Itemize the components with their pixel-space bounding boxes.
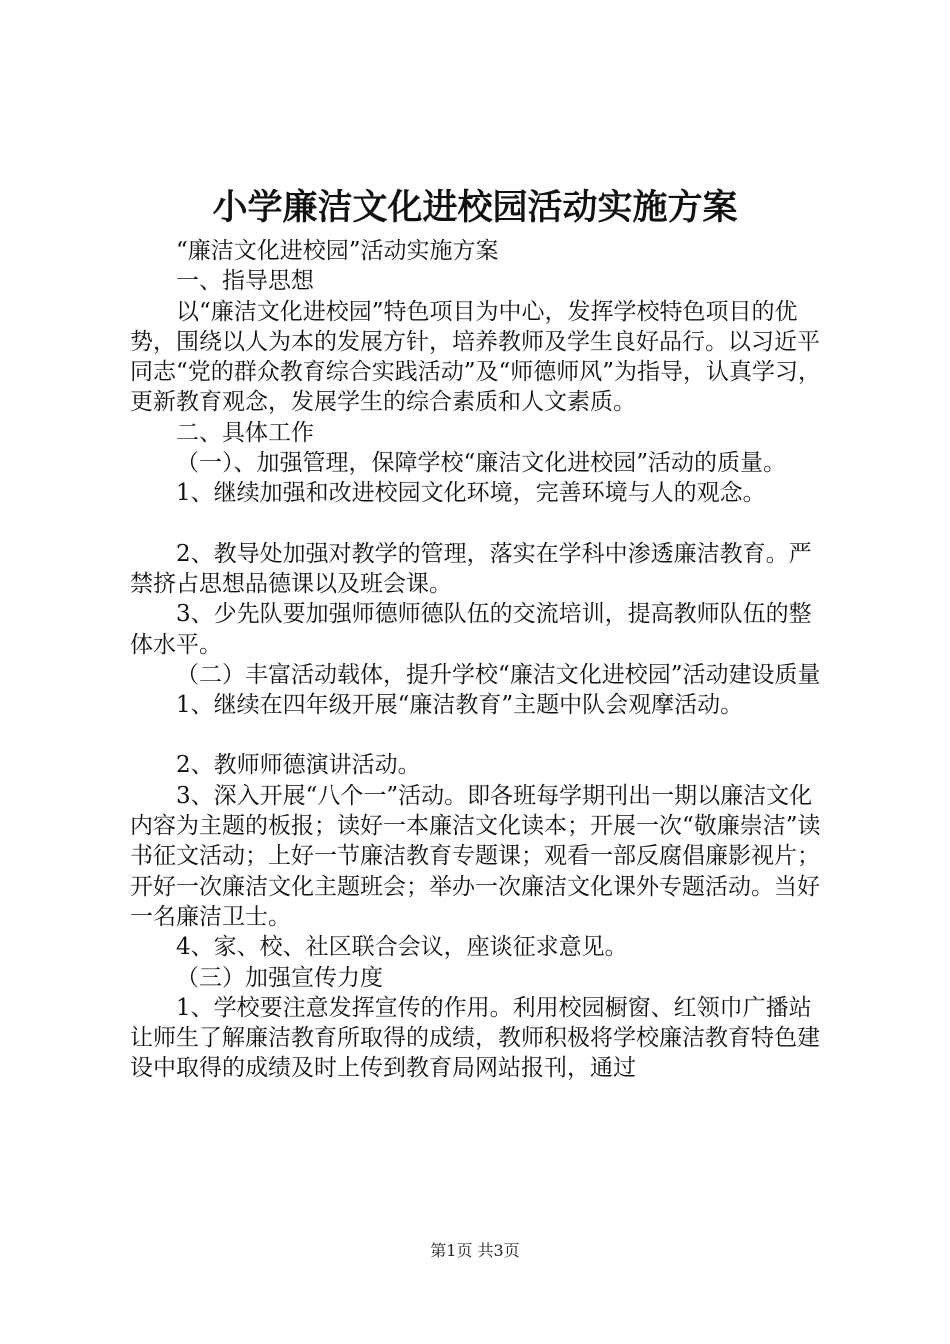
paragraph-spacer bbox=[130, 509, 830, 539]
paragraph-guiding-ideology: 以“廉洁文化进校园”特色项目为中心，发挥学校特色项目的优势，围绕以人为本的发展方针，培养教师及学生良好品行。以习近平同志“党的群众教育综合实践活动”及“师德师风”为指导，认真学习，更新教育观念，发展学生的综合素质和人文素质。 bbox=[130, 298, 822, 416]
page-footer: 第1页 共3页 bbox=[430, 1241, 520, 1260]
list-item: 1、继续在四年级开展“廉洁教育”主题中队会观摩活动。 bbox=[176, 692, 744, 719]
section-heading-guiding-ideology: 一、指导思想 bbox=[176, 268, 314, 295]
section-heading-specific-work: 二、具体工作 bbox=[176, 419, 314, 446]
document-title: 小学廉洁文化进校园活动实施方案 bbox=[212, 187, 738, 228]
list-item: 2、教导处加强对教学的管理，落实在学科中渗透廉洁教育。严禁挤占思想品德课以及班会课。 bbox=[130, 540, 812, 597]
paragraph-spacer bbox=[130, 720, 830, 750]
list-item: 3、深入开展“八个一”活动。即各班每学期刊出一期以廉洁文化内容为主题的板报；读好一本廉洁文化读本；开展一次“敬廉崇洁”读书征文活动；上好一节廉洁教育专题课；观看一部反腐倡廉影视片；开好一次廉洁文化主题班会；举办一次廉洁文化课外专题活动。当好一名廉洁卫士。 bbox=[130, 782, 821, 930]
list-item: 3、少先队要加强师德师德队伍的交流培训，提高教师队伍的整体水平。 bbox=[130, 601, 812, 658]
list-item: 1、继续加强和改进校园文化环境，完善环境与人的观念。 bbox=[176, 480, 766, 507]
list-item: 2、教师师德演讲活动。 bbox=[176, 752, 421, 779]
document-body bbox=[130, 236, 830, 1084]
list-item: 1、学校要注意发挥宣传的作用。利用校园橱窗、红领巾广播站让师生了解廉洁教育所取得的成绩，教师积极将学校廉洁教育特色建设中取得的成绩及时上传到教育局网站报刊，通过 bbox=[130, 994, 820, 1082]
subsection-heading-3: （三）加强宣传力度 bbox=[176, 964, 383, 991]
subtitle-paragraph: “廉洁文化进校园”活动实施方案 bbox=[176, 238, 499, 264]
subsection-heading-1: （一）、加强管理，保障学校“廉洁文化进校园”活动的质量。 bbox=[176, 450, 787, 477]
list-item: 4、家、校、社区联合会议，座谈征求意见。 bbox=[176, 934, 628, 961]
subsection-heading-2: （二）丰富活动载体，提升学校“廉洁文化进校园”活动建设质量 bbox=[176, 661, 821, 688]
